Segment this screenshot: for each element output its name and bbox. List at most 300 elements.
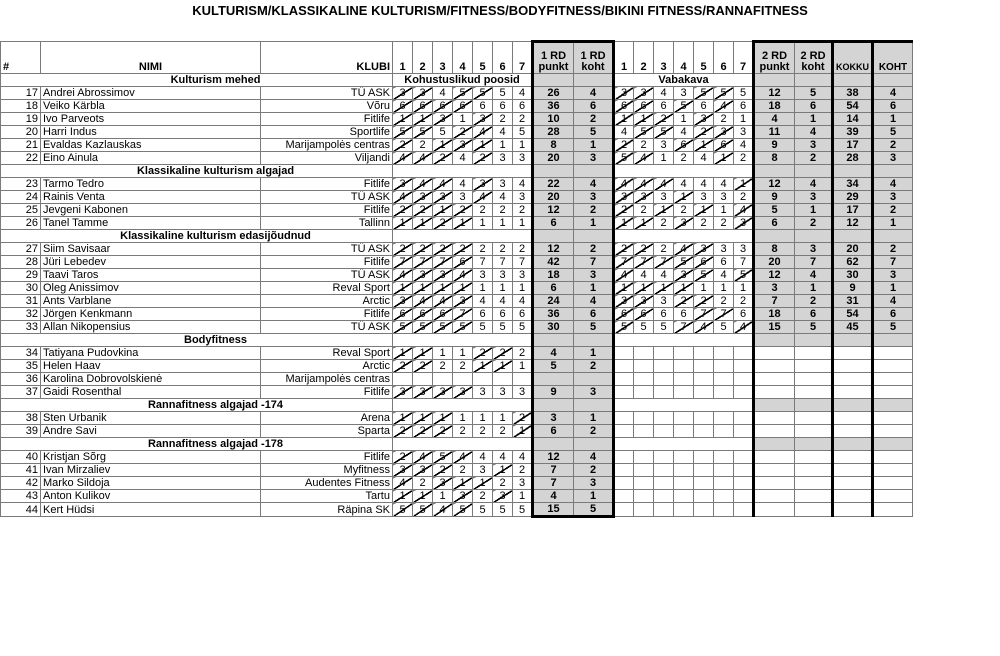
round2-judge-score: 1 [734,282,754,295]
athlete-name: Tatiyana Pudovkina [41,347,261,360]
round1-judge-score: 2 [453,204,473,217]
round2-judge-score: 4 [694,178,714,191]
round2-judge-score: 6 [714,139,734,152]
rd1-points-blank [533,230,574,243]
round2-points: 11 [754,126,795,139]
round1-place: 2 [574,204,614,217]
round1-judge-score: 4 [413,178,433,191]
round2-points-empty [754,490,795,503]
round2-judge-score: 1 [694,204,714,217]
section-label: Rannafitness algajad -174 [1,399,393,412]
round2-judge-score: 1 [654,152,674,165]
round1-points: 3 [533,412,574,425]
round1-judge-score: 4 [513,295,533,308]
round1-points: 20 [533,191,574,204]
place-empty [873,373,913,386]
athlete-row [1,347,913,360]
round1-judge-score: 1 [453,412,473,425]
round2-points: 15 [754,321,795,334]
round1-place: 5 [574,321,614,334]
round2-section-label [614,165,754,178]
round2-judge-score: 3 [634,191,654,204]
place-empty [873,412,913,425]
round1-judge-score: 6 [493,100,513,113]
round2-empty [634,347,654,360]
round1-place: 5 [574,503,614,517]
round1-points: 20 [533,152,574,165]
round1-judge-score: 3 [493,386,513,399]
round1-judge-score: 2 [493,477,513,490]
athlete-number: 23 [1,178,41,191]
round1-place: 1 [574,412,614,425]
round2-judge-score: 6 [734,100,754,113]
round1-judge-score: 4 [513,451,533,464]
round2-judge-score: 3 [714,243,734,256]
round2-points: 4 [754,113,795,126]
athlete-club: Arena [261,412,393,425]
round1-judge-score: 7 [453,308,473,321]
header-row [1,42,913,74]
round1-place: 2 [574,360,614,373]
round2-empty [674,451,694,464]
total-empty [833,425,873,438]
header-judge2-3: 3 [654,42,674,74]
round2-judge-score: 7 [634,256,654,269]
round2-judge-score: 4 [654,178,674,191]
round1-place: 3 [574,269,614,282]
round2-judge-score: 3 [614,191,634,204]
final-place: 3 [873,191,913,204]
round2-empty [694,386,714,399]
round2-points: 20 [754,256,795,269]
round2-judge-score: 3 [734,243,754,256]
athlete-row [1,269,913,282]
round1-judge-score: 2 [493,243,513,256]
round2-judge-score: 4 [654,269,674,282]
athlete-number: 32 [1,308,41,321]
section-row [1,438,913,451]
round1-judge-score: 2 [473,243,493,256]
rd2-place-blank [795,399,833,412]
round1-judge-score: 3 [393,178,413,191]
round2-judge-score: 6 [634,308,654,321]
round2-judge-score: 3 [714,126,734,139]
round2-points: 8 [754,152,795,165]
round1-judge-score: 3 [493,152,513,165]
total-empty [833,490,873,503]
round2-judge-score: 7 [694,308,714,321]
athlete-name: Kristjan Sõrg [41,451,261,464]
round2-empty [714,373,734,386]
final-place: 3 [873,152,913,165]
round1-judge-score: 1 [513,360,533,373]
athlete-row [1,503,913,517]
round2-judge-score: 2 [614,139,634,152]
round1-points: 8 [533,139,574,152]
round2-empty [614,451,634,464]
athlete-club: Viljandi [261,152,393,165]
round1-judge-score: 5 [513,503,533,517]
total-points: 29 [833,191,873,204]
section-label: Kulturism mehed [1,74,393,87]
round2-judge-score: 6 [614,100,634,113]
round1-judge-score: 5 [453,321,473,334]
total-blank [833,334,873,347]
round2-points-empty [754,360,795,373]
round1-section-label [393,165,533,178]
total-points: 54 [833,100,873,113]
total-points: 39 [833,126,873,139]
round2-empty [694,503,714,517]
round1-judge-score: 4 [493,191,513,204]
round1-section-label [393,230,533,243]
round1-judge-score: 3 [493,178,513,191]
round2-judge-score: 7 [674,321,694,334]
round1-judge-score: 1 [413,490,433,503]
round2-empty [714,425,734,438]
round2-judge-score: 4 [674,178,694,191]
round2-empty [634,412,654,425]
athlete-number: 40 [1,451,41,464]
athlete-club: Audentes Fitness [261,477,393,490]
round2-points-empty [754,464,795,477]
athlete-name: Oleg Anissimov [41,282,261,295]
round1-judge-score: 2 [413,360,433,373]
place-empty [873,451,913,464]
round2-judge-score: 3 [694,243,714,256]
final-place: 1 [873,113,913,126]
athlete-row [1,282,913,295]
round1-judge-score: 2 [473,347,493,360]
rd2-place-blank [795,230,833,243]
athlete-name: Eino Ainula [41,152,261,165]
round1-judge-score: 6 [453,100,473,113]
round2-judge-score: 1 [714,282,734,295]
round2-judge-score: 5 [654,321,674,334]
round2-judge-score: 1 [634,217,654,230]
round1-judge-score: 1 [433,490,453,503]
round1-judge-score: 2 [473,425,493,438]
round2-empty [654,451,674,464]
round1-place: 1 [574,490,614,503]
round1-judge-score: 1 [453,282,473,295]
round2-place-empty [795,373,833,386]
round1-judge-score: 4 [453,178,473,191]
athlete-number: 43 [1,490,41,503]
header-judge-6: 6 [493,42,513,74]
round1-judge-score: 2 [433,464,453,477]
round1-judge-score: 6 [433,308,453,321]
round1-judge-score: 2 [433,152,453,165]
athlete-club: Arctic [261,360,393,373]
round1-judge-score: 3 [493,269,513,282]
rd1-points-blank [533,165,574,178]
round2-empty [614,412,634,425]
round2-judge-score: 3 [734,217,754,230]
round2-place: 1 [795,282,833,295]
round1-judge-score: 3 [473,269,493,282]
round2-points: 18 [754,308,795,321]
round2-judge-score: 2 [734,152,754,165]
round2-points: 5 [754,204,795,217]
round2-place: 3 [795,243,833,256]
athlete-number: 25 [1,204,41,217]
round1-judge-score [413,373,433,386]
header-judge2-6: 6 [714,42,734,74]
round1-place: 1 [574,139,614,152]
rd2-points-blank [754,165,795,178]
round2-judge-score: 1 [654,282,674,295]
round1-judge-score: 2 [453,425,473,438]
round1-judge-score: 5 [393,126,413,139]
round2-place: 4 [795,269,833,282]
round2-place: 6 [795,100,833,113]
round1-judge-score: 2 [393,139,413,152]
round2-empty [614,490,634,503]
athlete-row [1,87,913,100]
athlete-club: Fitlife [261,386,393,399]
round2-empty [734,477,754,490]
section-label: Rannafitness algajad -178 [1,438,393,451]
athlete-name: Anton Kulikov [41,490,261,503]
round2-judge-score: 5 [674,256,694,269]
place-empty [873,464,913,477]
round1-judge-score: 2 [453,126,473,139]
header-judge2-4: 4 [674,42,694,74]
round2-place-empty [795,503,833,517]
round2-place: 3 [795,139,833,152]
round2-judge-score: 4 [634,152,654,165]
round2-points: 8 [754,243,795,256]
header-rd2-points: 2 RD punkt [754,42,795,74]
round1-place: 4 [574,295,614,308]
total-points: 12 [833,217,873,230]
round1-judge-score: 4 [453,152,473,165]
round2-empty [614,386,634,399]
header-rd2-place: 2 RD koht [795,42,833,74]
round1-judge-score: 4 [433,178,453,191]
round1-judge-score: 3 [413,269,433,282]
round2-judge-score: 4 [674,126,694,139]
round1-place: 3 [574,152,614,165]
athlete-row [1,373,913,386]
round2-empty [654,490,674,503]
athlete-name: Marko Sildoja [41,477,261,490]
round1-judge-score: 1 [433,412,453,425]
round1-judge-score: 2 [433,217,453,230]
rd1-place-blank [574,165,614,178]
round2-judge-score: 1 [674,282,694,295]
round2-empty [714,386,734,399]
total-points: 14 [833,113,873,126]
round2-place-empty [795,347,833,360]
round2-place: 2 [795,152,833,165]
athlete-number: 30 [1,282,41,295]
athlete-name: Allan Nikopensius [41,321,261,334]
round2-empty [674,425,694,438]
rd2-place-blank [795,165,833,178]
athlete-row [1,321,913,334]
round2-judge-score: 4 [634,178,654,191]
round2-empty [694,477,714,490]
round1-judge-score: 2 [413,425,433,438]
round2-judge-score: 1 [614,113,634,126]
round2-judge-score: 2 [674,204,694,217]
round2-judge-score: 1 [694,139,714,152]
athlete-number: 33 [1,321,41,334]
round1-judge-score: 4 [493,126,513,139]
round1-judge-score: 2 [493,347,513,360]
round1-points: 6 [533,282,574,295]
round2-points: 9 [754,139,795,152]
round1-judge-score: 1 [473,412,493,425]
round1-section-label [393,438,533,451]
round2-judge-score: 5 [674,100,694,113]
final-place: 1 [873,217,913,230]
total-empty [833,347,873,360]
round2-empty [634,490,654,503]
round1-judge-score: 2 [393,425,413,438]
round1-judge-score: 3 [453,139,473,152]
athlete-name: Ivan Mirzaliev [41,464,261,477]
round2-judge-score: 3 [714,191,734,204]
round2-judge-score: 5 [654,126,674,139]
total-points: 17 [833,204,873,217]
round2-points-empty [754,386,795,399]
athlete-club: TÜ ASK [261,191,393,204]
round1-judge-score: 6 [393,308,413,321]
athlete-club: Fitlife [261,451,393,464]
round2-judge-score: 2 [614,243,634,256]
round1-judge-score: 3 [413,191,433,204]
round1-judge-score: 1 [433,139,453,152]
results-table [0,40,913,518]
athlete-club: Tallinn [261,217,393,230]
round1-judge-score: 4 [493,295,513,308]
round2-empty [654,477,674,490]
round2-empty [654,464,674,477]
round2-judge-score: 5 [734,269,754,282]
final-place: 4 [873,87,913,100]
athlete-club: Tartu [261,490,393,503]
round1-judge-score: 3 [513,191,533,204]
place-empty [873,360,913,373]
round1-judge-score: 1 [453,113,473,126]
round1-judge-score: 5 [493,87,513,100]
total-blank [833,399,873,412]
header-club: KLUBI [261,42,393,74]
round1-judge-score: 7 [493,256,513,269]
round2-judge-score: 2 [654,217,674,230]
round2-empty [674,477,694,490]
round2-judge-score: 4 [734,321,754,334]
athlete-club: Räpina SK [261,503,393,517]
header-name: NIMI [41,42,261,74]
athlete-club: Sparta [261,425,393,438]
round2-empty [634,360,654,373]
athlete-row [1,100,913,113]
place-empty [873,503,913,517]
round1-place [574,373,614,386]
round1-place: 6 [574,308,614,321]
rd1-points-blank [533,399,574,412]
round1-judge-score: 1 [513,490,533,503]
round1-judge-score: 3 [473,386,493,399]
round2-empty [694,412,714,425]
round2-judge-score: 1 [634,113,654,126]
round2-place: 4 [795,178,833,191]
round1-judge-score: 1 [493,139,513,152]
round1-place: 2 [574,243,614,256]
round2-empty [654,360,674,373]
round2-empty [674,503,694,517]
round2-empty [674,360,694,373]
round1-judge-score: 3 [433,477,453,490]
round2-section-label [614,334,754,347]
round1-section-label [393,399,533,412]
round1-judge-score: 3 [433,386,453,399]
athlete-number: 20 [1,126,41,139]
round1-judge-score: 5 [413,321,433,334]
section-row [1,334,913,347]
round1-judge-score: 5 [393,503,413,517]
total-points: 38 [833,87,873,100]
athlete-row [1,451,913,464]
round2-points: 9 [754,191,795,204]
athlete-row [1,425,913,438]
round2-place: 5 [795,321,833,334]
round2-empty [634,451,654,464]
round1-judge-score: 3 [433,191,453,204]
athlete-row [1,178,913,191]
round2-empty [614,477,634,490]
round2-judge-score: 1 [734,178,754,191]
athlete-number: 26 [1,217,41,230]
round1-points: 15 [533,503,574,517]
round2-judge-score: 3 [734,126,754,139]
round1-judge-score: 2 [513,113,533,126]
round2-empty [694,347,714,360]
round1-section-label [393,334,533,347]
athlete-name: Ivo Parveots [41,113,261,126]
round2-place-empty [795,412,833,425]
round1-judge-score: 1 [513,282,533,295]
round2-judge-score: 7 [614,256,634,269]
place-blank [873,334,913,347]
round1-points: 6 [533,217,574,230]
round1-judge-score: 4 [393,269,413,282]
round1-judge-score: 1 [513,425,533,438]
round2-judge-score: 3 [694,113,714,126]
header-judge-2: 2 [413,42,433,74]
final-place: 1 [873,282,913,295]
round1-judge-score: 3 [413,87,433,100]
round1-judge-score: 1 [493,217,513,230]
athlete-club: Võru [261,100,393,113]
final-place: 5 [873,126,913,139]
round1-judge-score: 1 [473,477,493,490]
round1-judge-score: 2 [413,243,433,256]
round1-judge-score: 1 [513,217,533,230]
round1-judge-score: 1 [473,282,493,295]
round2-place: 3 [795,191,833,204]
round1-judge-score: 4 [413,451,433,464]
round2-empty [654,386,674,399]
athlete-row [1,113,913,126]
round1-judge-score: 2 [513,347,533,360]
round1-judge-score: 1 [433,282,453,295]
rd2-place-blank [795,438,833,451]
